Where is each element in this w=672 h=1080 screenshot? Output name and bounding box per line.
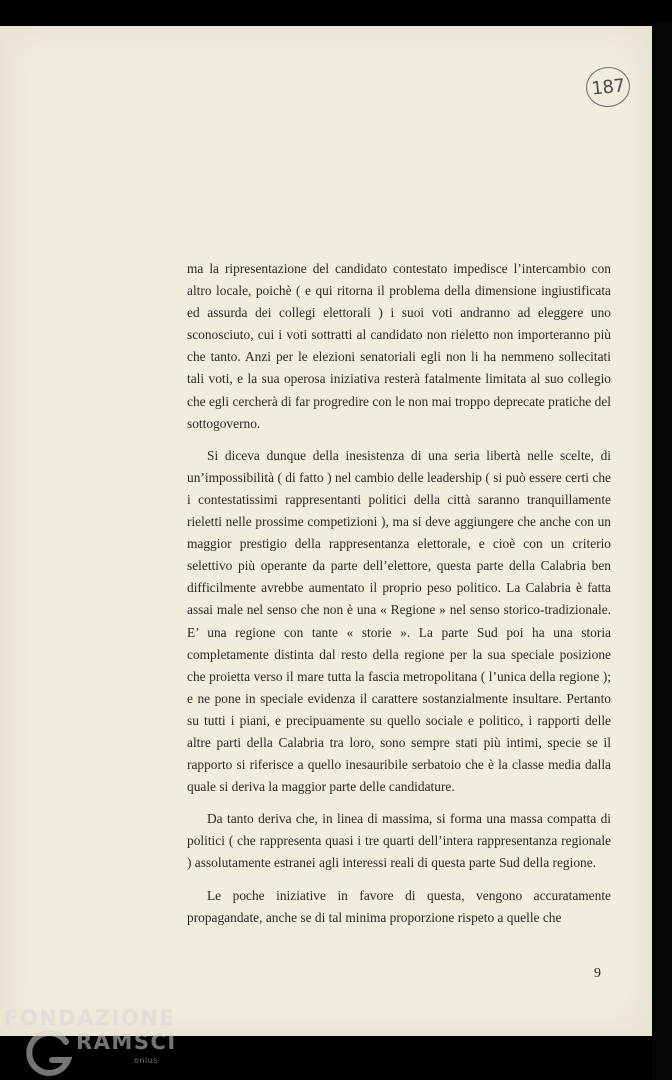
body-text <box>187 258 611 939</box>
paragraph-3: Da tanto deriva che, in linea di massima, si forma una massa compatta di politici ( che rappresenta quasi i tre quarti dell’intera rappresentanza regionale ) assolutamente estranei agli interessi reali di questa parte Sud della regione. <box>187 811 611 871</box>
watermark-small-text: onlus <box>134 1056 158 1065</box>
paragraph-2: Si diceva dunque della inesistenza di una seria libertà nelle scelte, di un’impossibilità ( di fatto ) nel cambio delle leadership ( si può essere certi che i contestatissimi rappresentanti politici della città saranno tranquillamente rieletti nelle prossime competizioni ), ma si deve aggiungere che anche con un maggior prestigio della rappresentanza elettorale, e cioè con un criterio selettivo più operante da parte dell’elettore, questa parte della Calabria ben difficilmente avrebbe aumentato il proprio peso politico. La Calabria è fatta assai male nel senso che non è una « Regione » nel senso storico-tradizionale. E’ una regione con tante « storie ». La parte Sud poi ha una storia completamente distinta dal resto della regione per la sua speciale posizione che proietta verso il mare tutta la fascia metropolitana ( l’unica della regione ); e ne pone in speciale evidenza il carattere sostanzialmente insultare. Pertanto su tutti i piani, e precipuamente su quello sociale e politico, i rapporti delle altre parti della Calabria tra loro, sono sempre stati più intimi, specie se il rapporto si riferisce a quello inesauribile serbatoio che è la classe media dalla quale si deriva la maggior parte delle candidature. <box>187 447 611 795</box>
archive-number-stamp <box>584 65 632 109</box>
watermark-line-1: FONDAZIONE <box>4 1006 176 1030</box>
scan-edge <box>652 22 672 1080</box>
paragraph-4: Le poche iniziative in favore di questa, vengono accuratamente propagandate, anche se di tal minima proporzione rispeto a quelle che <box>187 887 611 925</box>
document-page <box>0 26 652 1036</box>
paragraph-1: ma la ripresentazione del candidato contestato impedisce l’intercambio con altro locale, poichè ( e qui ritorna il problema della dimensione ingiustificata ed assurda dei collegi elettorali ) i suoi voti andranno ad eleggere uno sconosciuto, cui i voti sottratti al candidato non rieletto non importeranno più che tanto. Anzi per le elezioni senatoriali egli non li ha nemmeno sollecitati tali voti, e la sua operosa iniziativa resterà fatalmente limitata al suo collegio che egli cercherà di far progredire con le non mai troppo deprecate pratiche del sottogoverno. <box>187 261 611 431</box>
stamp-number: 187 <box>590 74 626 100</box>
watermark-line-2: RAMSCI <box>76 1030 177 1054</box>
page-number: 9 <box>594 966 601 981</box>
